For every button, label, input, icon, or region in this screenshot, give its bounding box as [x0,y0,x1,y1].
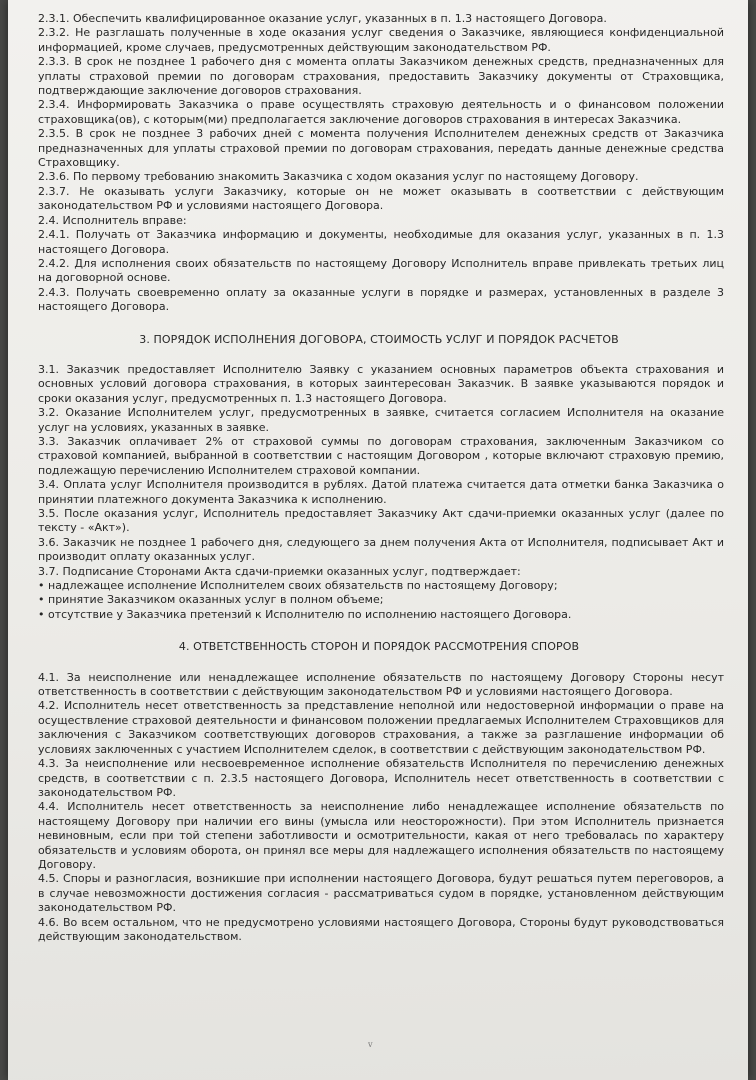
page-mark: v [368,1040,373,1049]
clause-2-4: 2.4. Исполнитель вправе: [38,213,187,227]
clause-3-2: 3.2. Оказание Исполнителем услуг, предусмотренных в заявке, считается согласием Исполнителя на оказание услуг на условиях, указанных в заявке. [38,406,724,434]
list-item: • надлежащее исполнение Исполнителем своих обязательств по настоящему Договору; [42,579,724,593]
clause-2-3-4: 2.3.4. Информировать Заказчика о праве осуществлять страховую деятельность и о финансовом положении страховщика(ов), с которым(ми) предполагается заключение договоров страхования в интересах Заказчика. [38,98,724,126]
clause-3-6: 3.6. Заказчик не позднее 1 рабочего дня, следующего за днем получения Акта от Исполнителя, подписывает Акт и производит оплату оказанных услуг. [38,535,724,564]
section-4-heading: 4. ОТВЕТСТВЕННОСТЬ СТОРОН И ПОРЯДОК РАССМОТРЕНИЯ СПОРОВ [178,640,580,654]
clause-2-4-1: 2.4.1. Получать от Заказчика информацию и документы, необходимые для оказания услуг, указанных в п. 1.3 настоящего Договора. [38,228,724,256]
clause-2-3-6: 2.3.6. По первому требованию знакомить Заказчика с ходом оказания услуг по настоящему Договору. [38,170,639,184]
list-item: • принятие Заказчиком оказанных услуг в полном объеме; [42,593,724,607]
list-item: • отсутствие у Заказчика претензий к Исполнителю по исполнению настоящего Договора. [42,608,724,622]
clause-2-3-7: 2.3.7. Не оказывать услуги Заказчику, которые он не может оказывать в соответствии с действующим законодательством РФ и условиями настоящего Договора. [38,184,724,213]
clause-3-1: 3.1. Заказчик предоставляет Исполнителю Заявку с указанием основных параметров объекта страхования и основных условий договора страхования, в которых заинтересован Заказчик. В заявке указываются порядок и сроки оказания услуг, предусмотренных п. 1.3 настоящего Договора. [38,362,724,405]
clause-2-3-3: 2.3.3. В срок не позднее 1 рабочего дня с момента оплаты Заказчиком денежных средств, предназначенных для уплаты страховой премии по договорам страхования, предоставить Заказчику документы от Страховщика, подтверждающие заключение договоров страхования. [38,55,724,98]
contract-text [34,12,724,944]
clause-3-5: 3.5. После оказания услуг, Исполнитель предоставляет Заказчику Акт сдачи-приемки оказанных услуг (далее по тексту - «Акт»). [38,507,724,535]
document-page [8,0,748,1080]
clause-2-3-1: 2.3.1. Обеспечить квалифицированное оказание услуг, указанных в п. 1.3 настоящего Договора. [38,12,607,25]
clause-2-4-2: 2.4.2. Для исполнения своих обязательств по настоящему Договору Исполнитель вправе привлекать третьих лиц на договорной основе. [38,256,724,285]
clause-4-4: 4.4. Исполнитель несет ответственность за неисполнение либо ненадлежащее исполнение обязательств по настоящему Договору при наличии его вины (умысла или неосторожности). При этом Исполнитель признается невиновным, если при той степени заботливости и осмотрительности, какая от него требовалась по характеру обязательств и условиям оборота, он принял все меры для надлежащего исполнения обязательств по настоящему Договору. [38,800,724,871]
clause-2-3-5: 2.3.5. В срок не позднее 3 рабочих дней с момента получения Исполнителем денежных средств от Заказчика предназначенных для уплаты страховой премии по договорам страхования, передать данные денежные средства Страховщику. [38,127,724,170]
clause-2-4-3: 2.4.3. Получать своевременно оплату за оказанные услуги в порядке и размерах, установленных в разделе 3 настоящего Договора. [38,285,724,314]
clause-3-4: 3.4. Оплата услуг Исполнителя производится в рублях. Датой платежа считается дата отметки банка Заказчика о принятии платежного документа Заказчика к исполнению. [38,478,724,506]
clause-3-7: 3.7. Подписание Сторонами Акта сдачи-приемки оказанных услуг, подтверждает: [38,564,521,578]
clause-4-6: 4.6. Во всем остальном, что не предусмотрено условиями настоящего Договора, Стороны будут руководствоваться действующим законодательством. [38,915,724,943]
clause-4-1: 4.1. За неисполнение или ненадлежащее исполнение обязательств по настоящему Договору Стороны несут ответственность в соответствии с действующим законодательством РФ и условиями настоящего Договора. [38,670,724,699]
clause-2-3-2: 2.3.2. Не разглашать полученные в ходе оказания услуг сведения о Заказчике, являющиеся конфиденциальной информацией, кроме случаев, предусмотренных действующим законодательством РФ. [38,26,724,54]
confirmation-list [34,579,724,622]
clause-4-5: 4.5. Споры и разногласия, возникшие при исполнении настоящего Договора, будут решаться путем переговоров, а в случае невозможности достижения согласия - рассматриваться судом в порядке, установленном действующим законодательством РФ. [38,872,724,915]
clause-4-2: 4.2. Исполнитель несет ответственность за представление неполной или недостоверной информации о праве на осуществление страховой деятельности и финансовом положении предлагаемых Исполнителем Страховщиков для заключения с Заказчиком соответствующих договоров страхования, а также за разглашение информации об условиях заключенных с участием Исполнителем сделок, в соответствии с действующим законодательством РФ. [38,699,724,756]
clause-4-3: 4.3. За неисполнение или несвоевременное исполнение обязательств Исполнителя по перечислению денежных средств, в соответствии с п. 2.3.5 настоящего Договора, Исполнитель несет ответственность в соответствии с законодательством РФ. [38,757,724,799]
clause-3-3: 3.3. Заказчик оплачивает 2% от страховой суммы по договорам страхования, заключенным Заказчиком со страховой компанией, выбранной в соответствии с настоящим Договором , которые включают страховую премию, подлежащую перечислению Исполнителем страховой компании. [38,434,724,477]
section-3-heading: 3. ПОРЯДОК ИСПОЛНЕНИЯ ДОГОВОРА, СТОИМОСТЬ УСЛУГ И ПОРЯДОК РАСЧЕТОВ [139,332,619,346]
